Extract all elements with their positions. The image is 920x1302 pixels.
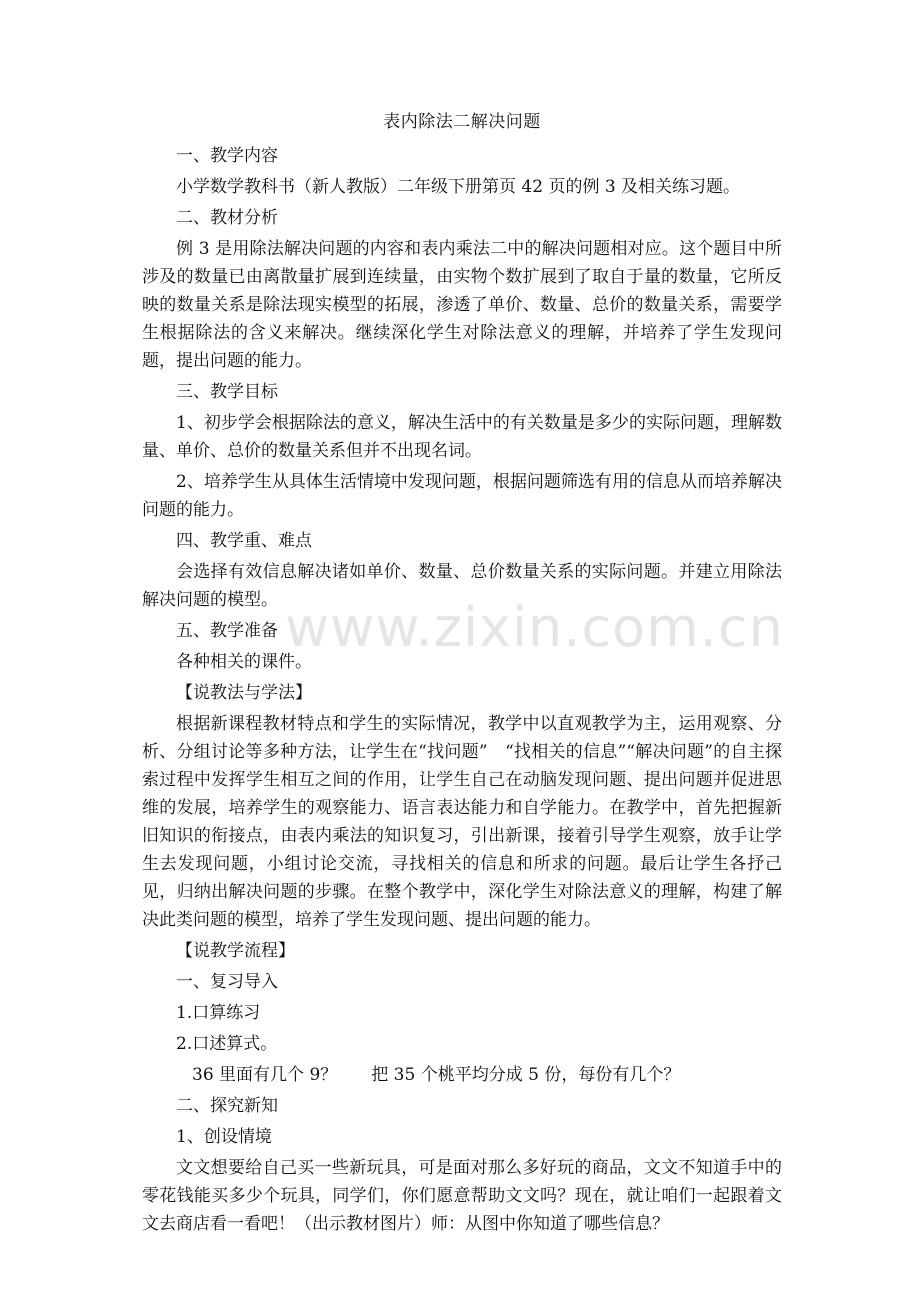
paragraph: 文文想要给自己买一些新玩具，可是面对那么多好玩的商品，文文不知道手中的零花钱能买多少个玩具，同学们，你们愿意帮助文文吗？现在，就让咱们一起跟着文文去商店看一看吧！（出示教材图片）师：从图中你知道了哪些信息？: [142, 1158, 782, 1234]
document-page: [142, 108, 782, 1241]
paragraph: 1、初步学会根据除法的意义，解决生活中的有关数量是多少的实际问题，理解数量、单价、总价的数量关系但并不出现名词。: [142, 413, 782, 461]
section-heading: 二、探究新知: [176, 1096, 278, 1116]
section-heading: 三、教学目标: [176, 382, 278, 402]
section-heading: 二、教材分析: [176, 208, 278, 228]
document-body: [142, 142, 782, 1238]
paragraph: 会选择有效信息解决诸如单价、数量、总价数量关系的实际问题。并建立用除法解决问题的模型。: [142, 562, 782, 610]
paragraph: 根据新课程教材特点和学生的实际情况，教学中以直观教学为主，运用观察、分析、分组讨论等多种方法，让学生在“找问题” “找相关的信息”“解决问题”的自主探索过程中发挥学生相互之间的作用，让学生自己在动脑发现问题、提出问题并促进思维的发展，培养学生的观察能力、语言表达能力和自学能力。在教学中，首先把握新旧知识的衔接点，由表内乘法的知识复习，引出新课，接着引导学生观察，放手让学生去发现问题，小组讨论交流，寻找相关的信息和所求的问题。最后让学生各抒己见，归纳出解决问题的步骤。在整个教学中，深化学生对除法意义的理解，构建了解决此类问题的模型，培养了学生发现问题、提出问题的能力。: [142, 714, 782, 930]
section-heading: 【说教法与学法】: [176, 683, 312, 703]
section-heading: 五、教学准备: [176, 621, 278, 641]
section-heading: 2.口述算式。: [176, 1034, 278, 1054]
section-heading: 1、创设情境: [176, 1127, 272, 1147]
section-heading: 一、教学内容: [176, 146, 278, 166]
watermark-text: www.zixin.com.cn: [285, 596, 784, 659]
paragraph: 各种相关的课件。: [176, 652, 312, 672]
paragraph: 小学数学教科书（新人教版）二年级下册第页 42 页的例 3 及相关练习题。: [176, 177, 741, 197]
section-heading: 一、复习导入: [176, 972, 278, 992]
paragraph: 2、培养学生从具体生活情境中发现问题，根据问题筛选有用的信息从而培养解决问题的能力。: [142, 472, 782, 520]
section-heading: 1.口算练习: [176, 1003, 261, 1023]
section-heading: 四、教学重、难点: [176, 531, 312, 551]
section-heading: 【说教学流程】: [176, 941, 295, 961]
calc-line: 36 里面有几个 9？ 把 35 个桃平均分成 5 份，每份有几个？: [192, 1065, 681, 1085]
paragraph: 例 3 是用除法解决问题的内容和表内乘法二中的解决问题相对应。这个题目中所涉及的数量已由离散量扩展到连续量，由实物个数扩展到了取自于量的数量，它所反映的数量关系是除法现实模型的拓展，渗透了单价、数量、总价的数量关系，需要学生根据除法的含义来解决。继续深化学生对除法意义的理解，并培养了学生发现问题，提出问题的能力。: [142, 239, 782, 371]
document-title: 表内除法二解决问题: [383, 112, 541, 132]
